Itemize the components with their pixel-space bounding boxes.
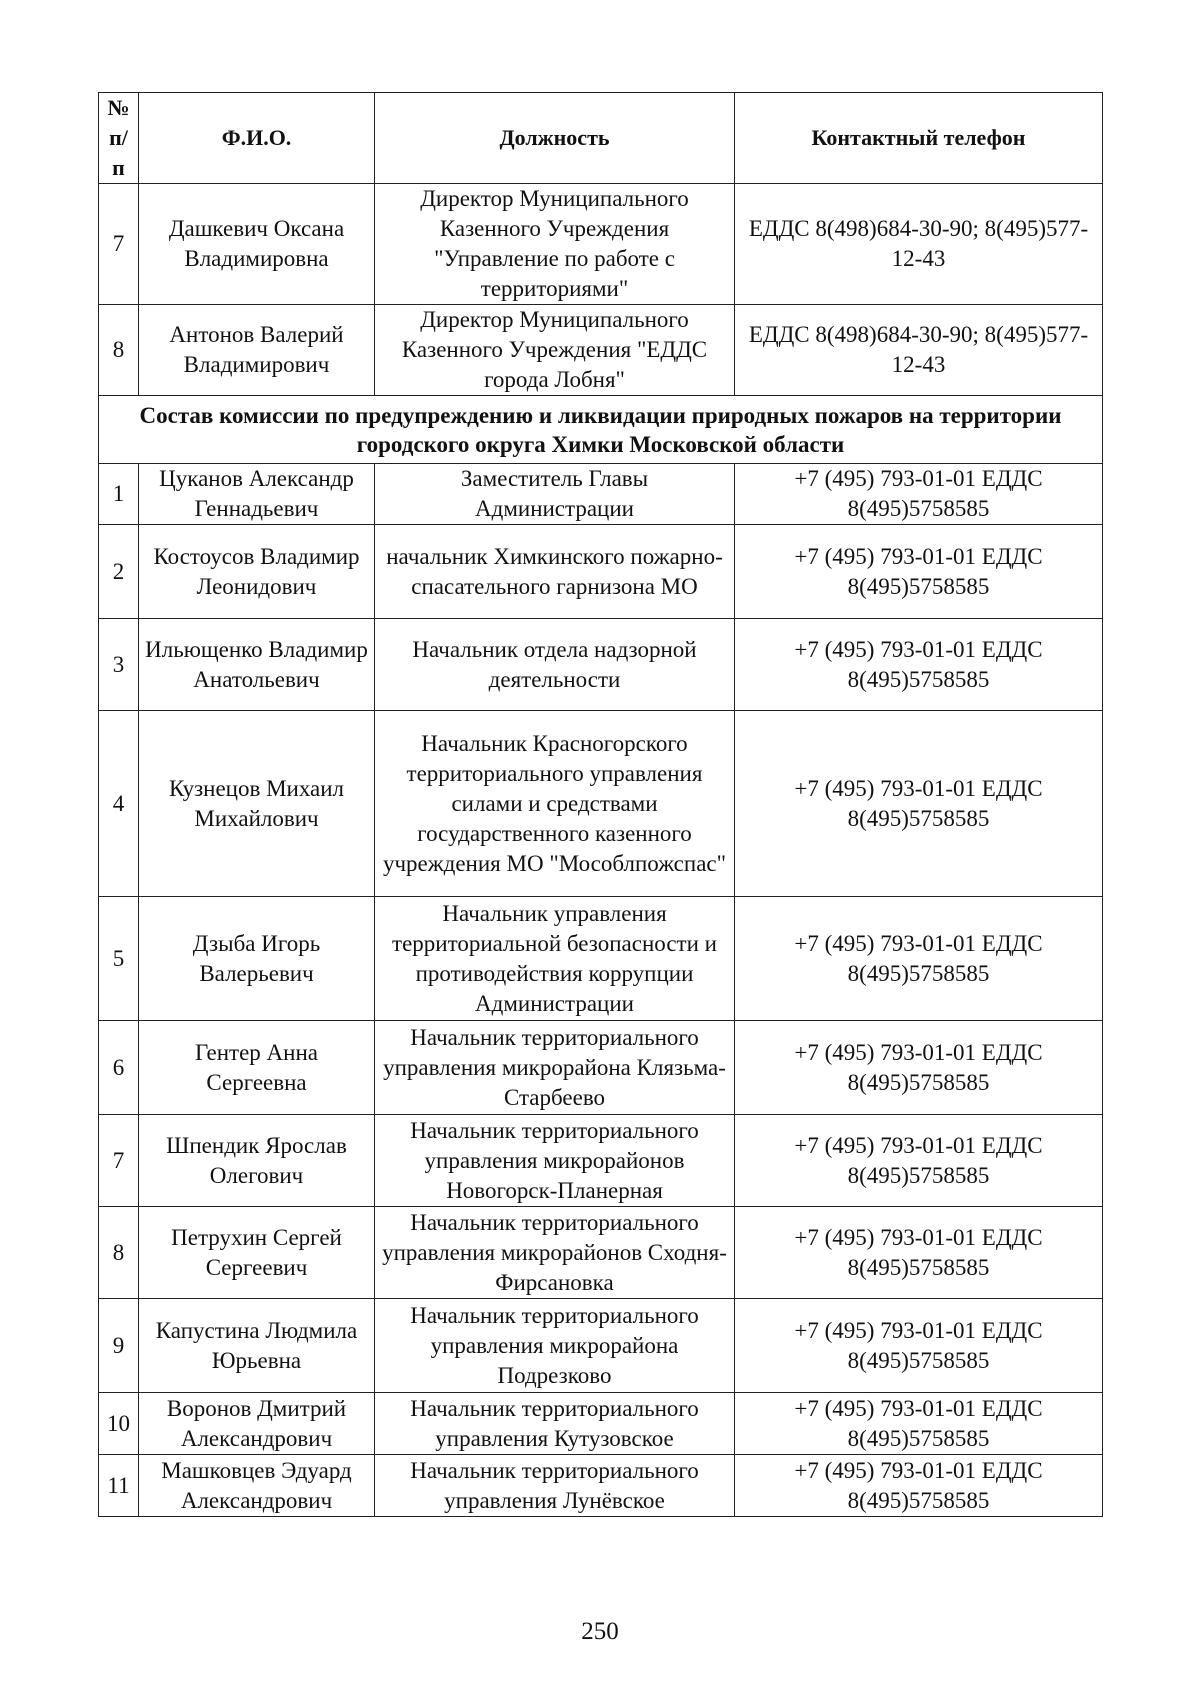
row-position: Начальник территориального управления микрорайонов Новогорск-Планерная bbox=[375, 1115, 735, 1207]
table-row bbox=[99, 1455, 1103, 1517]
page-number: 250 bbox=[581, 1618, 619, 1645]
row-fio: Машковцев Эдуард Александрович bbox=[139, 1455, 375, 1517]
row-fio: Капустина Людмила Юрьевна bbox=[139, 1299, 375, 1393]
row-position: Начальник Красногорского территориального управления силами и средствами государственного казенного учреждения МО "Мособлпожспас" bbox=[375, 711, 735, 897]
table-row bbox=[99, 1021, 1103, 1115]
table-row bbox=[99, 305, 1103, 396]
row-fio: Воронов Дмитрий Александрович bbox=[139, 1393, 375, 1455]
row-fio: Петрухин Сергей Сергеевич bbox=[139, 1207, 375, 1299]
row-num: 8 bbox=[99, 1207, 139, 1299]
header-phone: Контактный телефон bbox=[735, 93, 1103, 184]
row-position: начальник Химкинского пожарно-спасательного гарнизона МО bbox=[375, 525, 735, 619]
row-num: 3 bbox=[99, 619, 139, 711]
row-position: Заместитель Главы Администрации bbox=[375, 464, 735, 525]
row-phone: +7 (495) 793-01-01 ЕДДС 8(495)5758585 bbox=[735, 1021, 1103, 1115]
row-position: Начальник территориального управления микрорайонов Сходня-Фирсановка bbox=[375, 1207, 735, 1299]
row-fio: Костоусов Владимир Леонидович bbox=[139, 525, 375, 619]
row-position: Начальник территориального управления Кутузовское bbox=[375, 1393, 735, 1455]
row-phone: ЕДДС 8(498)684-30-90; 8(495)577-12-43 bbox=[735, 184, 1103, 305]
table-row bbox=[99, 464, 1103, 525]
row-position: Начальник территориального управления микрорайона Клязьма-Старбеево bbox=[375, 1021, 735, 1115]
row-phone: +7 (495) 793-01-01 ЕДДС 8(495)5758585 bbox=[735, 464, 1103, 525]
row-fio: Шпендик Ярослав Олегович bbox=[139, 1115, 375, 1207]
row-fio: Гентер Анна Сергеевна bbox=[139, 1021, 375, 1115]
table-row bbox=[99, 1393, 1103, 1455]
row-position: Директор Муниципального Казенного Учреждения "ЕДДС города Лобня" bbox=[375, 305, 735, 396]
row-phone: +7 (495) 793-01-01 ЕДДС 8(495)5758585 bbox=[735, 1393, 1103, 1455]
header-num: № п/ п bbox=[99, 93, 139, 184]
row-phone: +7 (495) 793-01-01 ЕДДС 8(495)5758585 bbox=[735, 711, 1103, 897]
header-position: Должность bbox=[375, 93, 735, 184]
row-num: 7 bbox=[99, 1115, 139, 1207]
row-fio: Кузнецов Михаил Михайлович bbox=[139, 711, 375, 897]
row-phone: +7 (495) 793-01-01 ЕДДС 8(495)5758585 bbox=[735, 1455, 1103, 1517]
row-fio: Антонов Валерий Владимирович bbox=[139, 305, 375, 396]
row-position: Начальник управления территориальной безопасности и противодействия коррупции Администрации bbox=[375, 897, 735, 1021]
table-row bbox=[99, 897, 1103, 1021]
row-phone: +7 (495) 793-01-01 ЕДДС 8(495)5758585 bbox=[735, 1299, 1103, 1393]
row-position: Директор Муниципального Казенного Учреждения "Управление по работе с территориями" bbox=[375, 184, 735, 305]
row-phone: +7 (495) 793-01-01 ЕДДС 8(495)5758585 bbox=[735, 1207, 1103, 1299]
row-num: 7 bbox=[99, 184, 139, 305]
row-num: 2 bbox=[99, 525, 139, 619]
row-num: 6 bbox=[99, 1021, 139, 1115]
row-phone: +7 (495) 793-01-01 ЕДДС 8(495)5758585 bbox=[735, 619, 1103, 711]
row-fio: Дзыба Игорь Валерьевич bbox=[139, 897, 375, 1021]
table-row bbox=[99, 711, 1103, 897]
row-fio: Дашкевич Оксана Владимировна bbox=[139, 184, 375, 305]
row-phone: +7 (495) 793-01-01 ЕДДС 8(495)5758585 bbox=[735, 525, 1103, 619]
header-fio: Ф.И.О. bbox=[139, 93, 375, 184]
section-row bbox=[99, 396, 1103, 464]
row-phone: ЕДДС 8(498)684-30-90; 8(495)577-12-43 bbox=[735, 305, 1103, 396]
row-num: 8 bbox=[99, 305, 139, 396]
table-row bbox=[99, 525, 1103, 619]
contacts-table bbox=[98, 92, 1103, 1517]
row-num: 4 bbox=[99, 711, 139, 897]
table-row bbox=[99, 619, 1103, 711]
table-row bbox=[99, 184, 1103, 305]
row-position: Начальник территориального управления микрорайона Подрезково bbox=[375, 1299, 735, 1393]
row-fio: Ильющенко Владимир Анатольевич bbox=[139, 619, 375, 711]
row-position: Начальник отдела надзорной деятельности bbox=[375, 619, 735, 711]
row-phone: +7 (495) 793-01-01 ЕДДС 8(495)5758585 bbox=[735, 897, 1103, 1021]
row-phone: +7 (495) 793-01-01 ЕДДС 8(495)5758585 bbox=[735, 1115, 1103, 1207]
table-row bbox=[99, 1115, 1103, 1207]
row-num: 11 bbox=[99, 1455, 139, 1517]
row-num: 10 bbox=[99, 1393, 139, 1455]
row-fio: Цуканов Александр Геннадьевич bbox=[139, 464, 375, 525]
row-num: 5 bbox=[99, 897, 139, 1021]
row-num: 1 bbox=[99, 464, 139, 525]
section-title: Состав комиссии по предупреждению и ликвидации природных пожаров на территории городского округа Химки Московской области bbox=[99, 396, 1103, 464]
row-num: 9 bbox=[99, 1299, 139, 1393]
header-row bbox=[99, 93, 1103, 184]
row-position: Начальник территориального управления Лунёвское bbox=[375, 1455, 735, 1517]
table-row bbox=[99, 1207, 1103, 1299]
table-row bbox=[99, 1299, 1103, 1393]
